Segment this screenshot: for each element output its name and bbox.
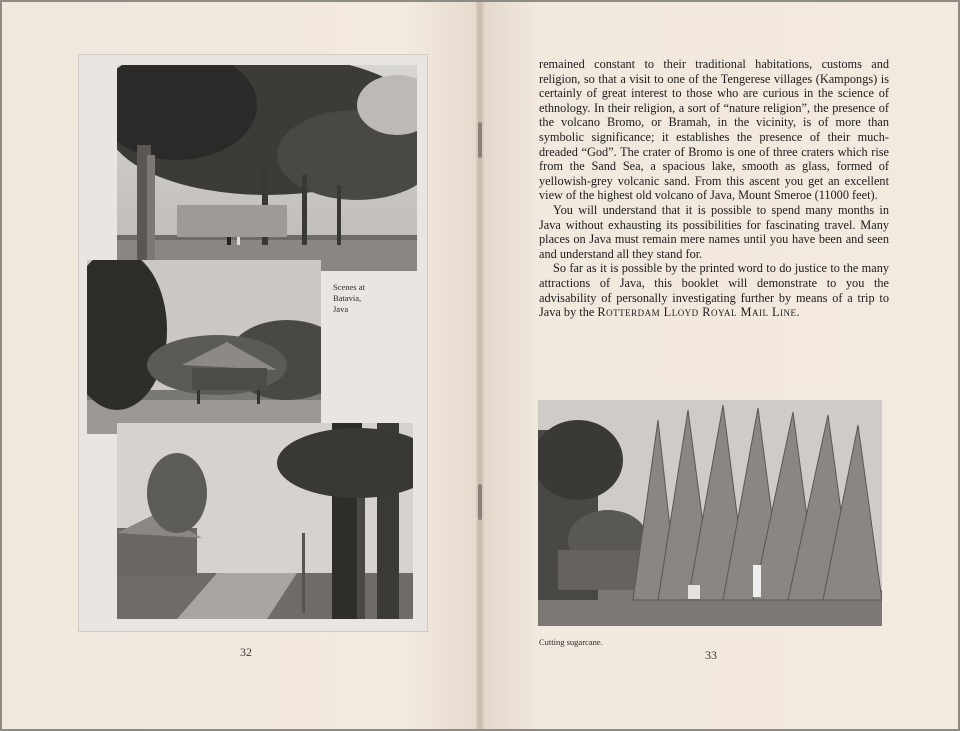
body-text — [539, 57, 889, 320]
photo-collage — [78, 54, 428, 632]
caption-line: Java — [333, 304, 349, 314]
photo-collage-caption — [333, 282, 413, 315]
book-gutter — [476, 2, 484, 729]
paragraph-end: . — [796, 305, 800, 320]
photo-sugarcane — [538, 400, 882, 626]
paragraph: remained constant to their traditional habitations, customs and religion, so that a visit to one of the Tengerese villages (Kampongs) is certainly of great interest to those who are curious in the science of ethnology. In their religion, a sort of “nature religion”, the presence of the volcano Bromo, or Bramah, in the vicinity, is of more than symbolic significance; it establishes the presence of their much-dreaded “God”. The crater of Bromo is one of three craters which rise from the Sand Sea, a spacious lake, smooth as glass, formed of yellowish-grey volcanic sand. From this ascent you get an excellent view of the highest old volcano of Java, Mount Smeroe (11000 feet). — [539, 57, 889, 203]
caption-line: Batavia, — [333, 293, 362, 303]
caption-line: Scenes at — [333, 282, 365, 292]
book-spread — [2, 2, 958, 729]
shipping-line-name: Rotterdam Lloyd Royal Mail Line — [597, 305, 797, 320]
paragraph: You will understand that it is possible to spend many months in Java without exhausting its possibilities for fascinating travel. Many places on Java must remain mere names until you have been and seen and understand all they stand for. — [539, 202, 889, 261]
photo-park-trees — [117, 65, 417, 271]
left-page — [2, 2, 478, 729]
page-number-left: 32 — [240, 645, 252, 659]
paragraph-text: So far as it is possible by the printed word to do justice to the many attractions of Java, this booklet will demonstrate to you the advisability of personally investigating further by means of a trip to Java by the — [539, 261, 889, 320]
photo-sugarcane-caption: Cutting sugarcane. — [539, 637, 603, 647]
page-number-right: 33 — [705, 648, 717, 662]
photo-canal-palms — [117, 423, 413, 619]
photo-hut-on-water — [87, 260, 321, 434]
paragraph — [539, 261, 889, 319]
staple — [478, 484, 482, 520]
staple — [478, 122, 482, 158]
